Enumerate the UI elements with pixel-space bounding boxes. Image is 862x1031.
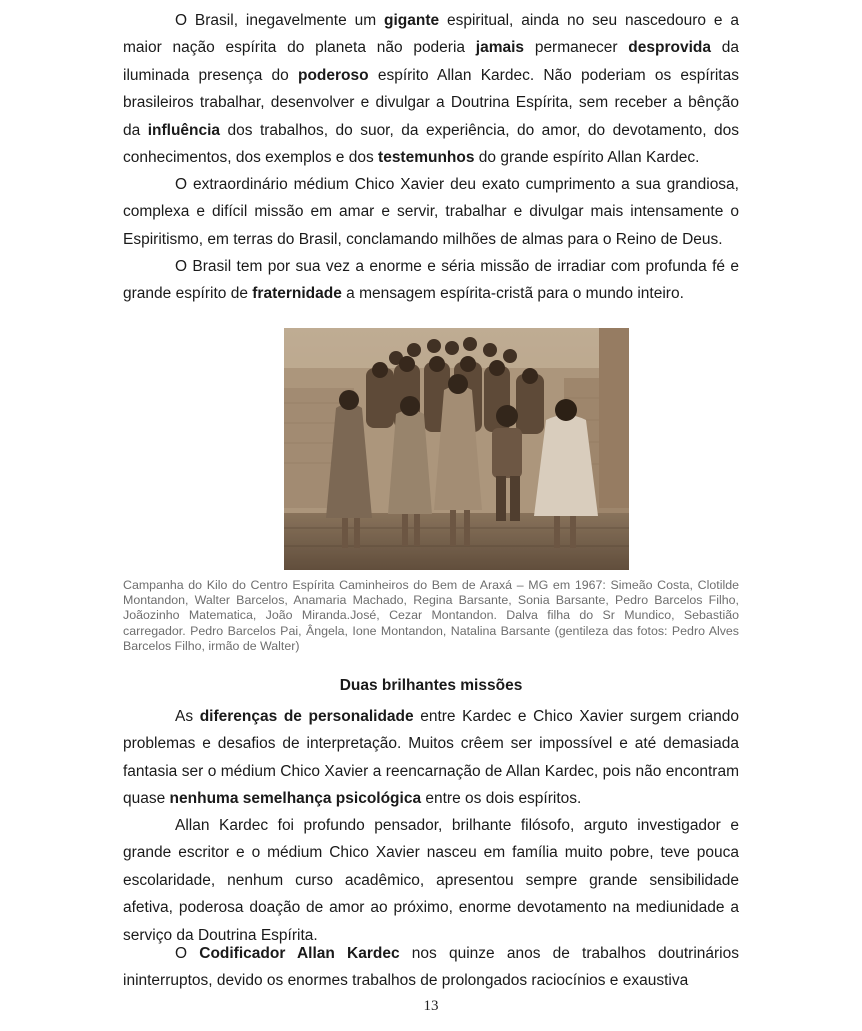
- bold-text: desprovida: [628, 39, 711, 57]
- bold-text: jamais: [475, 39, 525, 57]
- bold-text: nenhuma semelhança psicológica: [169, 790, 422, 808]
- text-run: Allan Kardec foi profundo pensador, brilhante filósofo, arguto investigador e grande escritor e o médium Chico Xavier nasceu em família muito pobre, teve pouca escolaridade, nenhum curso acadêmico, apresentou sempre grande sensibilidade afetiva, poderosa doação de amor ao próximo, enorme devotamento na mediunidade a serviço da Doutrina Espírita.: [123, 817, 739, 944]
- bold-text: fraternidade: [252, 285, 342, 303]
- text-run: O Brasil tem por sua vez a enorme e séria missão de irradiar com profunda fé e grande espírito de: [123, 258, 739, 303]
- text-run: entre Kardec e Chico Xavier surgem criando problemas e desafios de interpretação. Muitos crêem ser impossível e até demasiada fantasia ser o médium Chico Xavier a reencarnação de Allan Kardec, pois não encontram quase: [123, 708, 739, 808]
- page-number: 13: [423, 998, 439, 1014]
- text-run: O: [175, 945, 200, 962]
- text-run: dos trabalhos, do suor, da experiência, do amor, do devotamento, dos conhecimentos, dos exemplos e dos: [123, 121, 739, 167]
- paragraph-1: [123, 7, 739, 171]
- text-run: a mensagem espírita-cristã para o mundo inteiro.: [341, 285, 684, 303]
- bold-text: gigante: [383, 12, 440, 29]
- text-run: O Brasil, inegavelmente um: [175, 12, 384, 29]
- photo-caption: Campanha do Kilo do Centro Espírita Caminheiros do Bem de Araxá – MG em 1967: Simeão Costa, Clotilde Montandon, Walter Barcelos, Anamaria Machado, Regina Barsante, Sonia Barsante, Pedro Barcelos Filho, Joãozinho Matematica, João Miranda.José, Cezar Montandon. Dalva filha do Sr Mundico, Sebastião carregador. Pedro Barcelos Pai, Ângela, Ione Montandon, Natalina Barsante (gentileza das fotos: Pedro Alves Barcelos Filho, irmão de Walter): [123, 578, 739, 653]
- paragraph-4: [123, 703, 739, 813]
- paragraph-5: [123, 812, 739, 949]
- text-run: do grande espírito Allan Kardec.: [474, 149, 700, 167]
- text-run: espiritual, ainda no seu nascedouro e a maior nação espírita do planeta não poderia: [123, 12, 739, 57]
- section-heading: Duas brilhantes missões: [339, 677, 523, 694]
- paragraph-3: [123, 253, 739, 308]
- bold-text: diferenças de personalidade: [199, 708, 414, 725]
- text-run: As: [175, 708, 200, 725]
- bold-text: poderoso: [298, 66, 369, 84]
- bold-text: Codificador Allan Kardec: [199, 945, 400, 962]
- text-run: O extraordinário médium Chico Xavier deu exato cumprimento a sua grandiosa, complexa e difícil missão em amar e servir, trabalhar e divulgar mais intensamente o Espiritismo, em terras do Brasil, conclamando milhões de almas para o Reino de Deus.: [123, 176, 739, 248]
- bold-text: influência: [147, 121, 221, 139]
- bold-text: testemunhos: [378, 149, 475, 167]
- group-photo: [284, 328, 629, 570]
- text-run: da iluminada presença do: [123, 39, 739, 84]
- text-run: entre os dois espíritos.: [421, 790, 582, 808]
- text-run: nos quinze anos de trabalhos doutrinários ininterruptos, devido os enormes trabalhos de prolongados raciocínios e exaustiva: [123, 945, 739, 990]
- text-run: espírito Allan Kardec. Não poderiam os espíritas brasileiros trabalhar, desenvolver e divulgar a Doutrina Espírita, sem receber a bênção da: [123, 66, 739, 139]
- paragraph-2: [123, 171, 739, 253]
- text-run: permanecer: [524, 39, 629, 57]
- paragraph-6: [123, 940, 739, 995]
